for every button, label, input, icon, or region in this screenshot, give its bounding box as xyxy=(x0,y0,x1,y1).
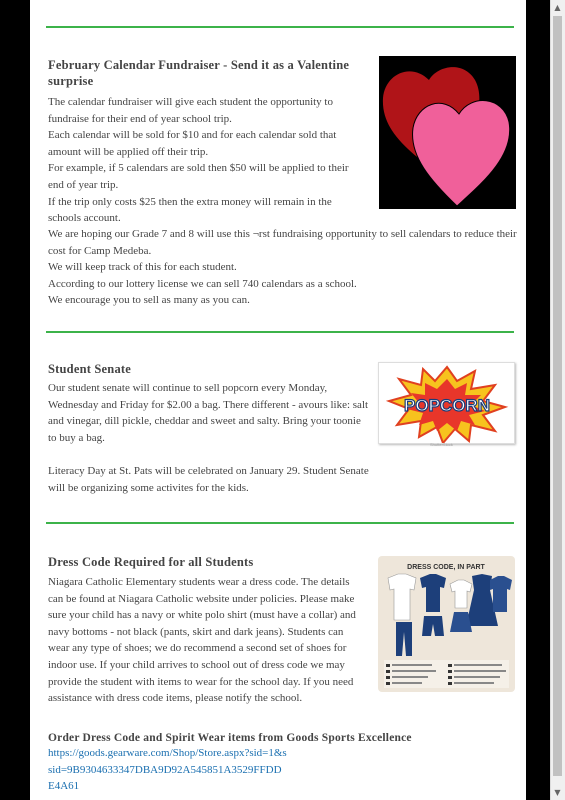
paragraph: The calendar fundraiser will give each student the opportunity to fundraise for their end of year school trip. xyxy=(48,96,333,125)
student-senate-text xyxy=(48,380,370,496)
navy-pants-icon xyxy=(396,622,412,656)
image-credit-caption: ShutterStock xyxy=(430,442,453,447)
section-title-student-senate: Student Senate xyxy=(48,362,132,376)
dress-code-image-title: DRESS CODE, IN PART xyxy=(407,564,485,571)
navy-shirt-icon xyxy=(490,576,512,612)
goods-sports-store-link[interactable]: https://goods.gearware.com/Shop/Store.aspx?sid=1&ssid=9B9304633347DBA9D92A545851A3529FFDDE4A61 xyxy=(48,747,287,793)
popcorn-image-text: POPCORN xyxy=(404,396,490,415)
popcorn-image xyxy=(378,362,515,444)
dress-code-text xyxy=(48,574,362,707)
section-divider xyxy=(46,522,514,524)
navy-polo-icon xyxy=(420,574,446,612)
section-divider xyxy=(46,331,514,333)
left-border xyxy=(0,0,30,800)
paragraph: Literacy Day at St. Pats will be celebrated on January 29. Student Senate will be organizing some activites for the kids. xyxy=(48,464,369,494)
white-shirt-icon xyxy=(388,574,416,620)
paragraph: According to our lottery license we can sell 740 calendars as a school. xyxy=(48,277,357,290)
paragraph-spacer xyxy=(48,446,370,463)
paragraph: We will keep track of this for each student. xyxy=(48,261,237,274)
scroll-up-arrow-icon[interactable]: ▲ xyxy=(554,3,561,12)
paragraph: Our student senate will continue to sell popcorn every Monday, Wednesday and Friday for $2.00 a bag. There different - avours like: salt and vinegar, dill pickle, cheddar and sweet and salty. Bring your toonie to buy a bag. xyxy=(48,382,369,444)
paragraph: We are hoping our Grade 7 and 8 will use this ¬rst fundraising opportunity to sell calendars to reduce their cost for Camp Medeba. xyxy=(48,228,517,257)
paragraph: If the trip only costs $25 then the extra money will remain in the schools account. xyxy=(48,195,332,225)
paragraph: Each calendar will be sold for $10 and for each calendar sold that amount will be applied off their trip. xyxy=(48,129,337,158)
newsletter-page xyxy=(30,0,526,800)
order-heading: Order Dress Code and Spirit Wear items from Goods Sports Excellence xyxy=(48,732,412,744)
section-title-dress-code: Dress Code Required for all Students xyxy=(48,555,254,569)
pink-heart-icon xyxy=(413,101,510,206)
calendar-fundraiser-text xyxy=(48,94,366,227)
dress-code-image xyxy=(378,556,515,692)
calendar-fundraiser-text-wide xyxy=(48,226,518,309)
hearts-image xyxy=(379,56,516,209)
paragraph: We encourage you to sell as many as you can. xyxy=(48,294,250,307)
scroll-down-arrow-icon[interactable]: ▼ xyxy=(554,788,561,797)
scrollbar-thumb[interactable] xyxy=(553,16,562,776)
right-border xyxy=(526,0,550,800)
section-divider xyxy=(46,26,514,28)
white-polo-icon xyxy=(450,580,472,608)
section-title-calendar-fundraiser: February Calendar Fundraiser - Send it as a Valentine surprise xyxy=(48,58,350,88)
order-link-block xyxy=(48,745,288,795)
paragraph: Niagara Catholic Elementary students wear a dress code. The details can be found at Niagara Catholic website under policies. Please make sure your child has a navy or white polo shirt (must have a collar) and navy bottoms - not black (pants, skirt and dark jeans). Students can wear any type of shoes; we do recommend a second set of shoes for indoor use. If your child arrives to school out of dress code we may provide the student with items to wear for the school day. If you need assistance with dress code items, please notify the school. xyxy=(48,576,356,705)
paragraph: For example, if 5 calendars are sold then $50 will be applied to their end of year trip. xyxy=(48,162,349,191)
navy-shorts-icon xyxy=(422,616,444,636)
